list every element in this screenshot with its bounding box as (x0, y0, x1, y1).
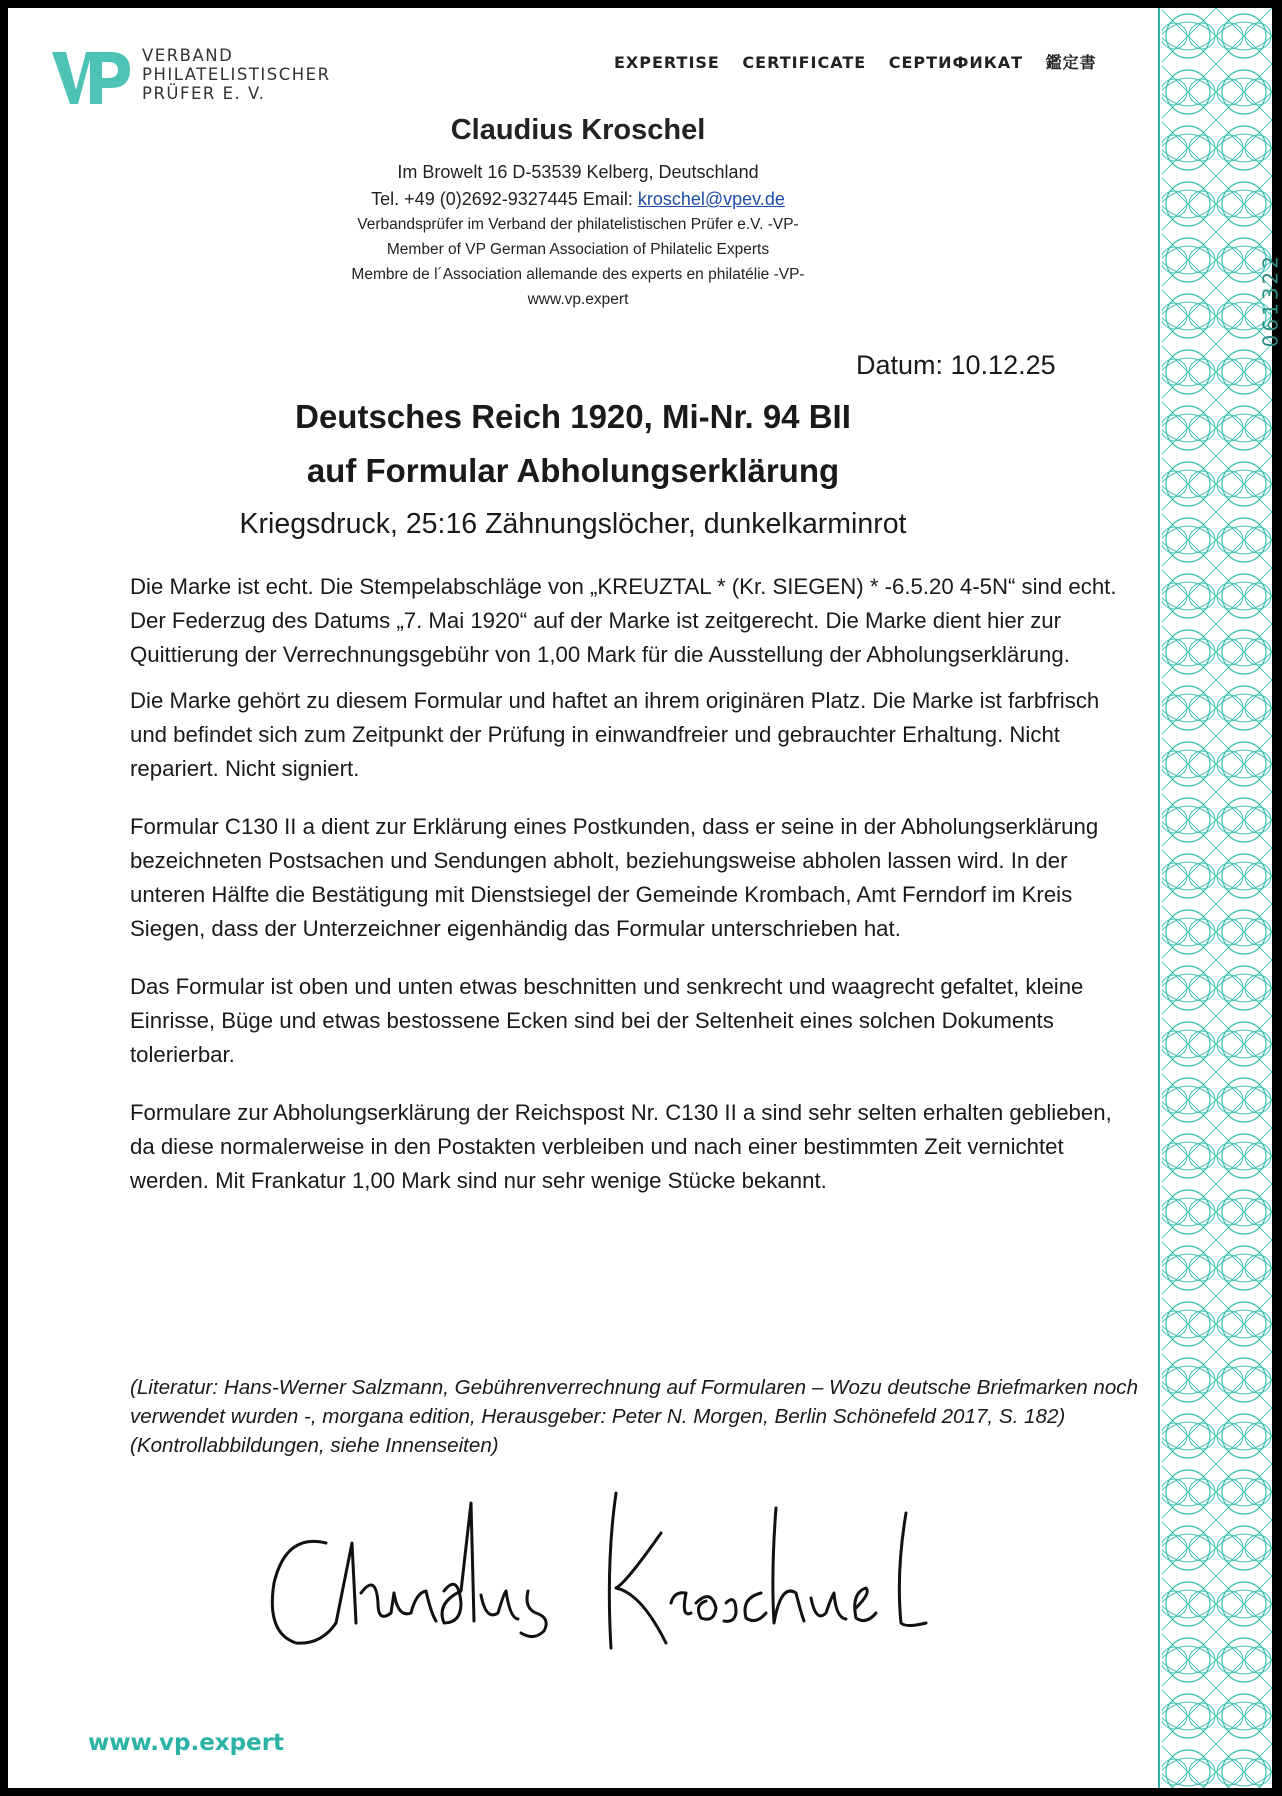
footer-website-link[interactable]: www.vp.expert (88, 1730, 285, 1756)
certificate-sheet (8, 8, 1282, 1788)
stamp-title: Deutsches Reich 1920, Mi-Nr. 94 BII (295, 398, 851, 435)
title-expertise: EXPERTISE (614, 53, 720, 72)
expert-contact (8, 189, 1148, 210)
certificate-body (130, 570, 1135, 1210)
literature-reference: (Literatur: Hans-Werner Salzmann, Gebührenverrechnung auf Formularen – Wozu deutsche Briefmarken noch verwendet wurden -, morgana edition, Herausgeber: Peter N. Morgen, Berlin Schönefeld 2017, S. 182) (130, 1376, 1139, 1428)
org-name-line: PRÜFER E. V. (142, 84, 266, 103)
control-images-note: (Kontrollabbildungen, siehe Innenseiten) (130, 1434, 499, 1457)
certificate-titles (614, 50, 1113, 73)
org-name (142, 46, 331, 103)
paragraph-condition: Die Marke gehört zu diesem Formular und haftet an ihrem originären Platz. Die Marke ist farbfrisch und befindet sich zum Zeitpunkt der Prüfung in einwandfreier und gebrauchter Erhaltung. Nicht repariert. Nicht signiert. (130, 688, 1100, 781)
paragraph-authenticity: Die Marke ist echt. Die Stempelabschläge von „KREUZTAL * (Kr. SIEGEN) * -6.5.20 4-5N“ sind echt. Der Federzug des Datums „7. Mai 1920“ auf der Marke ist zeitgerecht. Die Marke dient hier zur Quittierung der Verrechnungsgebühr von 1,00 Mark für die Ausstellung der Abholungserklärung. (130, 574, 1117, 667)
expert-name: Claudius Kroschel (450, 114, 706, 146)
expert-phone: Tel. +49 (0)2692-9327445 Email: (371, 189, 638, 209)
paragraph-rarity: Formulare zur Abholungserklärung der Reichspost Nr. C130 II a sind sehr selten erhalten geblieben, da diese normalerweise in den Postakten verbleiben und nach einer bestimmten Zeit vernichtet werden. Mit Frankatur 1,00 Mark sind nur sehr wenige Stücke bekannt. (130, 1100, 1112, 1193)
title-sertifikat: СЕРТИФИКАТ (888, 53, 1024, 72)
org-name-line: VERBAND (142, 46, 234, 65)
certificate-date: Datum: 10.12.25 (856, 350, 1056, 380)
vp-logo-mark (50, 46, 132, 110)
membership-de: Verbandsprüfer im Verband der philatelistischen Prüfer e.V. -VP- (357, 216, 799, 233)
org-name-line: PHILATELISTISCHER (142, 65, 331, 84)
title-kanteisho: 鑑定書 (1045, 53, 1097, 72)
stamp-title-line2: auf Formular Abholungserklärung (306, 452, 840, 489)
expert-website: www.vp.expert (527, 291, 629, 308)
title-certificate: CERTIFICATE (742, 53, 867, 72)
paragraph-form-description: Formular C130 II a dient zur Erklärung eines Postkunden, dass er seine in der Abholungserklärung bezeichneten Postsachen und Sendungen abholt, beziehungsweise abholen lassen wird. In der unteren Hälfte die Bestätigung mit Dienstsiegel der Gemeinde Krombach, Amt Ferndorf im Kreis Siegen, dass der Unterzeichner eigenhändig das Formular unterschrieben hat. (130, 814, 1099, 941)
guilloche-pattern (1160, 8, 1272, 1788)
serial-number: 061322 (1258, 253, 1282, 348)
literature-note (130, 1373, 1140, 1460)
handwritten-signature (266, 1473, 946, 1683)
expert-address: Im Browelt 16 D-53539 Kelberg, Deutschland (397, 162, 759, 182)
vp-logo (50, 46, 331, 110)
security-guilloche-border (1158, 8, 1282, 1788)
expert-email-link[interactable]: kroschel@vpev.de (637, 189, 785, 209)
membership-fr: Membre de l´Association allemande des experts en philatélie -VP- (351, 266, 805, 283)
paragraph-form-condition: Das Formular ist oben und unten etwas beschnitten und senkrecht und waagrecht gefaltet, kleine Einrisse, Büge und etwas bestossene Ecken sind bei der Seltenheit eines solchen Dokuments tolerierbar. (130, 974, 1084, 1067)
membership-en: Member of VP German Association of Philatelic Experts (386, 241, 770, 258)
stamp-subtitle: Kriegsdruck, 25:16 Zähnungslöcher, dunkelkarminrot (239, 508, 907, 540)
